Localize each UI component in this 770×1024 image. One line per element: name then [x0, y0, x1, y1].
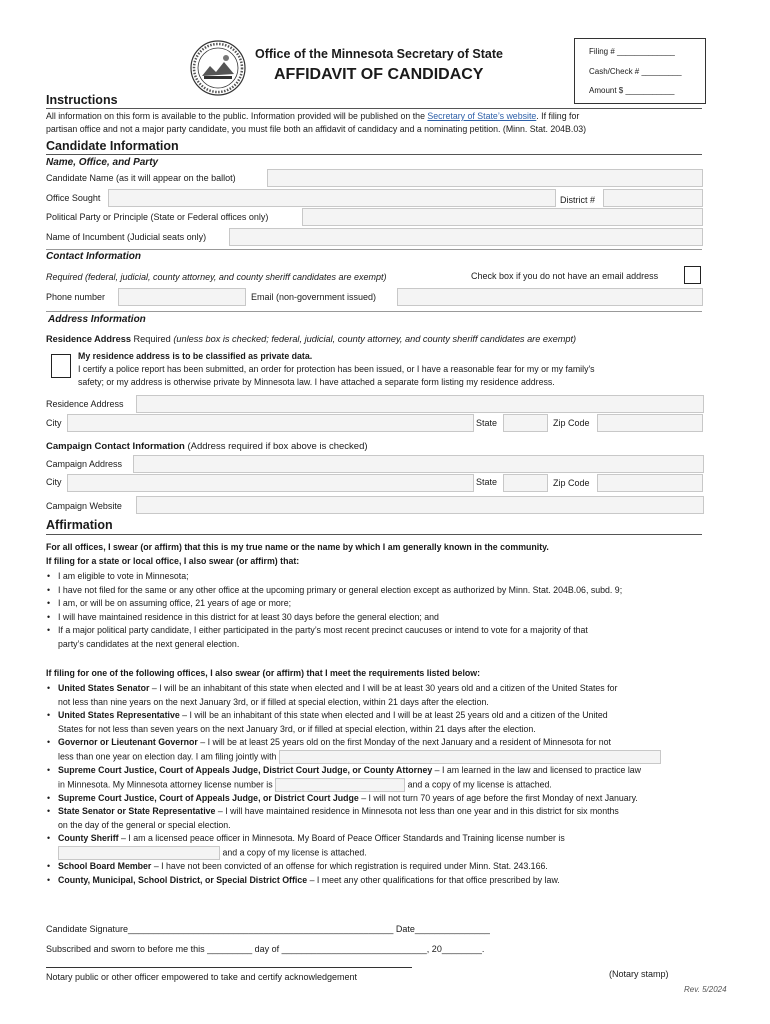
- email-field[interactable]: [397, 288, 703, 306]
- contact-heading: Contact Information: [46, 251, 141, 262]
- no-email-label: Check box if you do not have an email address: [471, 271, 659, 281]
- state-legislator-text2: on the day of the general or special election.: [58, 819, 231, 830]
- instructions-heading: Instructions: [46, 93, 118, 107]
- state-label: State: [476, 418, 498, 428]
- us-senator-text1: – I will be an inhabitant of this state when elected and I will be at least 30 years old and a citizen of the United States for: [149, 683, 618, 693]
- zip-field[interactable]: [597, 414, 703, 432]
- campaign-zip-label: Zip Code: [553, 478, 590, 488]
- private-data-text: [78, 350, 718, 389]
- list-item: [44, 709, 734, 736]
- list-item: [44, 624, 734, 651]
- email-label: Email (non-government issued): [251, 292, 377, 302]
- campaign-city-label: City: [46, 477, 62, 487]
- governor-text2: less than one year on election day. I am filing jointly with: [58, 751, 277, 762]
- revision-date: Rev. 5/2024: [684, 985, 727, 994]
- city-label: City: [46, 418, 62, 428]
- candidate-name-field[interactable]: [267, 169, 703, 187]
- campaign-state-field[interactable]: [503, 474, 548, 492]
- no-email-checkbox[interactable]: [684, 266, 701, 284]
- judge-age-title: Supreme Court Justice, Court of Appeals Judge, or District Court Judge: [58, 792, 359, 803]
- cash-check-number: Cash/Check # _________: [589, 67, 682, 76]
- school-board-title: School Board Member: [58, 860, 152, 871]
- form-title: AFFIDAVIT OF CANDIDACY: [274, 66, 484, 83]
- instructions-text-1: All information on this form is available to the public. Information provided will be published on the: [46, 111, 428, 121]
- state-seal-logo: [190, 40, 246, 96]
- list-item: [44, 764, 734, 792]
- judge-attorney-text3: and a copy of my license is attached.: [407, 778, 552, 789]
- list-item: [44, 682, 734, 709]
- notary-stamp-label: (Notary stamp): [609, 969, 669, 979]
- campaign-contact-heading: [46, 441, 368, 452]
- list-item-line1: If a major political party candidate, I either participated in the party’s most recent precinct caucuses or intend to vote for a majority of that: [58, 625, 588, 636]
- office-sought-field[interactable]: [108, 189, 556, 207]
- campaign-contact-note: (Address required if box above is checked): [184, 441, 368, 452]
- judge-attorney-text1: – I am learned in the law and licensed to practice law: [432, 764, 642, 775]
- us-rep-title: United States Representative: [58, 710, 180, 721]
- instructions-text-2: . If filing for: [536, 111, 580, 121]
- city-field[interactable]: [67, 414, 474, 432]
- private-data-line2: safety; or my address is otherwise private by Minnesota law. I have attached a separate form listing my residence address.: [78, 377, 555, 387]
- candidate-rule: [46, 154, 702, 155]
- political-party-field[interactable]: [302, 208, 703, 226]
- campaign-city-field[interactable]: [67, 474, 474, 492]
- private-data-line1: I certify a police report has been submitted, an order for protection has been issued, or I have a reasonable fear for my or my family's: [78, 364, 595, 374]
- sheriff-text2: and a copy of my license is attached.: [222, 847, 367, 858]
- office-sought-label: Office Sought: [46, 193, 101, 203]
- us-rep-text2: States for not less than seven years on the next January 3rd, or if filled at special election, within 21 days after the election.: [58, 723, 536, 734]
- list-item: • I have not filed for the same or any other office at the upcoming primary or general election except as authorized by Minn. Stat. 204B.06, subd. 9;: [44, 584, 734, 598]
- list-item: [44, 805, 734, 832]
- list-item: [44, 832, 734, 860]
- phone-label: Phone number: [46, 292, 106, 302]
- candidate-signature-line[interactable]: Candidate Signature_____________________________________________________ Date_______________: [46, 924, 490, 934]
- following-offices-oath: If filing for one of the following offices, I also swear (or affirm) that I meet the requirements listed below:: [46, 668, 481, 678]
- candidate-name-label: Candidate Name (as it will appear on the ballot): [46, 173, 236, 183]
- judge-attorney-text2: in Minnesota. My Minnesota attorney license number is: [58, 778, 273, 789]
- residence-italic: (unless box is checked; federal, judicial, county attorney, and county sheriff candidates are exempt): [173, 334, 577, 344]
- instructions-text: [46, 110, 726, 136]
- campaign-contact-bold: Campaign Contact Information: [46, 441, 185, 452]
- instructions-rule: [46, 108, 702, 109]
- name-office-party-heading: Name, Office, and Party: [46, 157, 159, 168]
- affirmation-heading: Affirmation: [46, 518, 113, 532]
- candidate-heading: Candidate Information: [46, 139, 179, 153]
- list-item: • I am, or will be on assuming office, 21 years of age or more;: [44, 597, 734, 611]
- list-item: [44, 860, 734, 874]
- sheriff-text1: – I am a licensed peace officer in Minnesota. My Board of Peace Officer Standards and Training license number is: [118, 833, 565, 844]
- state-legislator-text1: – I will have maintained residence in Minnesota not less than one year and in this district for six months: [215, 806, 619, 817]
- list-item: • I will have maintained residence in this district for at least 30 days before the general election; and: [44, 611, 734, 625]
- office-requirements-list: [44, 682, 734, 887]
- campaign-state-label: State: [476, 477, 498, 487]
- state-field[interactable]: [503, 414, 548, 432]
- contact-rule: [46, 249, 702, 250]
- contact-required-note: [46, 272, 387, 282]
- amount: Amount $ ___________: [589, 86, 675, 95]
- us-rep-text1: – I will be an inhabitant of this state when elected and I will be at least 25 years old and a citizen of the United: [179, 710, 608, 721]
- peace-officer-license-field[interactable]: [58, 846, 220, 860]
- office-use-box: [574, 38, 706, 104]
- county-municipal-title: County, Municipal, School District, or Special District Office: [58, 874, 308, 885]
- attorney-license-field[interactable]: [275, 778, 405, 792]
- governor-title: Governor or Lieutenant Governor: [58, 737, 198, 748]
- notary-label: Notary public or other officer empowered to take and certify acknowledgement: [46, 972, 357, 982]
- office-name: Office of the Minnesota Secretary of State: [255, 47, 503, 61]
- affirmation-rule: [46, 534, 702, 535]
- county-municipal-text: – I meet any other qualifications for that office prescribed by law.: [307, 874, 560, 885]
- joint-filer-field[interactable]: [279, 750, 661, 764]
- instructions-text-3: partisan office and not a major party candidate, you must file both an affidavit of candidacy and a nominating petition. (Minn. Stat. 204B.03): [46, 124, 587, 134]
- campaign-address-label: Campaign Address: [46, 459, 123, 469]
- residence-note: [46, 334, 576, 344]
- residence-address-label: Residence Address: [46, 399, 124, 409]
- school-board-text: – I have not been convicted of an offense for which registration is required under Minn. Stat. 243.166.: [151, 860, 548, 871]
- private-address-checkbox[interactable]: [51, 354, 71, 378]
- campaign-address-field[interactable]: [133, 455, 704, 473]
- residence-bold: Residence Address: [46, 334, 131, 344]
- list-item: • I am eligible to vote in Minnesota;: [44, 570, 734, 584]
- campaign-website-label: Campaign Website: [46, 501, 122, 511]
- zip-label: Zip Code: [553, 418, 590, 428]
- address-rule: [46, 311, 702, 312]
- us-senator-text2: not less than nine years on the next January 3rd, or if filled at special election, within 21 days after the election.: [58, 696, 489, 707]
- judge-age-text: – I will not turn 70 years of age before the first Monday of next January.: [358, 792, 638, 803]
- sos-website-link[interactable]: Secretary of State’s website: [427, 111, 537, 121]
- residence-address-field[interactable]: [136, 395, 704, 413]
- private-data-title: My residence address is to be classified as private data.: [78, 351, 313, 361]
- incumbent-field[interactable]: [229, 228, 703, 246]
- us-senator-title: United States Senator: [58, 683, 150, 693]
- address-heading: Address Information: [48, 314, 146, 325]
- list-item: [44, 792, 734, 806]
- subscribed-sworn-line[interactable]: Subscribed and sworn to before me this _________ day of _____________________________, 20________.: [46, 944, 485, 954]
- campaign-website-field[interactable]: [136, 496, 704, 514]
- sheriff-title: County Sheriff: [58, 833, 119, 844]
- state-legislator-title: State Senator or State Representative: [58, 806, 216, 817]
- governor-text1: – I will be at least 25 years old on the first Monday of the next January and a resident of Minnesota for not: [197, 737, 611, 748]
- residence-required: Required: [130, 334, 174, 344]
- notary-signature-rule: [46, 967, 412, 968]
- phone-field[interactable]: [118, 288, 246, 306]
- district-field[interactable]: [603, 189, 703, 207]
- political-party-label: Political Party or Principle (State or Federal offices only): [46, 212, 269, 222]
- incumbent-label: Name of Incumbent (Judicial seats only): [46, 232, 207, 242]
- all-offices-oath: For all offices, I swear (or affirm) that this is my true name or the name by which I am generally known in the community.: [46, 542, 549, 552]
- judge-attorney-title: Supreme Court Justice, Court of Appeals Judge, District Court Judge, or County Attorney: [58, 764, 433, 775]
- state-local-oath: If filing for a state or local office, I also swear (or affirm) that:: [46, 556, 300, 566]
- list-item: [44, 874, 734, 888]
- filing-number: Filing # _____________: [589, 47, 675, 56]
- state-local-list: [44, 570, 734, 652]
- contact-required-text: Required (federal, judicial, county attorney, and county sheriff candidates are exempt): [46, 272, 387, 282]
- list-item: [44, 736, 734, 764]
- district-label: District #: [560, 195, 596, 205]
- campaign-zip-field[interactable]: [597, 474, 703, 492]
- list-item-line2: party’s candidates at the next general election.: [58, 638, 240, 649]
